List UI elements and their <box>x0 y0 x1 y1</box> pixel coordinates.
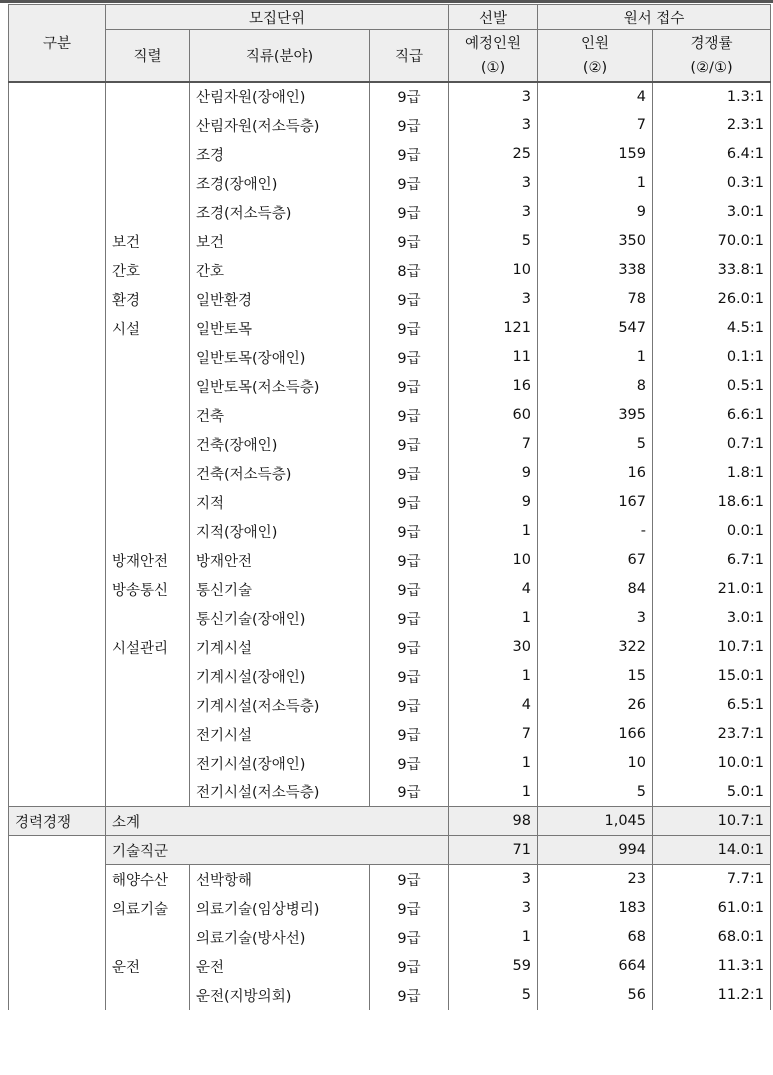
ratio-cell: 7.7:1 <box>653 865 771 894</box>
planned-cell: 1 <box>449 662 538 691</box>
series-cell <box>106 111 190 140</box>
ratio-cell: 11.2:1 <box>653 981 771 1010</box>
grade-cell: 9급 <box>370 140 449 169</box>
category-cell <box>9 749 106 778</box>
applicants-cell: 3 <box>538 604 653 633</box>
table-row <box>9 488 771 517</box>
field-cell: 조경(저소득층) <box>190 198 370 227</box>
ratio-cell: 14.0:1 <box>653 836 771 865</box>
applicants-cell: 8 <box>538 372 653 401</box>
applicants-cell: 5 <box>538 778 653 807</box>
series-cell: 시설관리 <box>106 633 190 662</box>
applicants-cell: 395 <box>538 401 653 430</box>
grade-cell: 9급 <box>370 459 449 488</box>
series-cell <box>106 82 190 111</box>
category-cell <box>9 546 106 575</box>
series-cell <box>106 140 190 169</box>
field-cell: 지적(장애인) <box>190 517 370 546</box>
table-row <box>9 952 771 981</box>
planned-cell: 4 <box>449 691 538 720</box>
table-row <box>9 546 771 575</box>
grade-cell: 9급 <box>370 488 449 517</box>
field-cell: 지적 <box>190 488 370 517</box>
table-row <box>9 807 771 836</box>
table-row <box>9 343 771 372</box>
table-row <box>9 111 771 140</box>
applicants-cell: 15 <box>538 662 653 691</box>
table-row <box>9 575 771 604</box>
field-cell: 기계시설(저소득층) <box>190 691 370 720</box>
ratio-cell: 3.0:1 <box>653 198 771 227</box>
grade-cell: 9급 <box>370 923 449 952</box>
field-cell: 운전(지방의회) <box>190 981 370 1010</box>
ratio-cell: 5.0:1 <box>653 778 771 807</box>
category-cell <box>9 923 106 952</box>
series-cell <box>106 401 190 430</box>
ratio-cell: 0.3:1 <box>653 169 771 198</box>
applicants-cell: 159 <box>538 140 653 169</box>
ratio-cell: 11.3:1 <box>653 952 771 981</box>
applicants-cell: 547 <box>538 314 653 343</box>
category-cell <box>9 256 106 285</box>
planned-cell: 3 <box>449 198 538 227</box>
applicants-cell: 23 <box>538 865 653 894</box>
applicants-cell: 664 <box>538 952 653 981</box>
field-cell: 선박항해 <box>190 865 370 894</box>
series-cell <box>106 923 190 952</box>
table-row <box>9 778 771 807</box>
header-ratio: 경쟁률 <box>653 30 771 56</box>
table-row <box>9 691 771 720</box>
category-cell <box>9 111 106 140</box>
applicants-cell: 56 <box>538 981 653 1010</box>
field-cell: 일반환경 <box>190 285 370 314</box>
category-cell <box>9 778 106 807</box>
category-cell <box>9 575 106 604</box>
applicants-cell: 7 <box>538 111 653 140</box>
series-cell <box>106 517 190 546</box>
table-row <box>9 633 771 662</box>
series-cell <box>106 749 190 778</box>
category-cell <box>9 981 106 1010</box>
header-ratio-sub: (②/①) <box>653 56 771 82</box>
planned-cell: 3 <box>449 285 538 314</box>
table-row <box>9 894 771 923</box>
category-cell <box>9 894 106 923</box>
table-row <box>9 981 771 1010</box>
grade-cell: 9급 <box>370 198 449 227</box>
header-field: 직류(분야) <box>190 30 370 82</box>
table-row <box>9 169 771 198</box>
applicants-cell: 994 <box>538 836 653 865</box>
table-row <box>9 459 771 488</box>
ratio-cell: 4.5:1 <box>653 314 771 343</box>
field-cell: 보건 <box>190 227 370 256</box>
table-row <box>9 314 771 343</box>
series-cell <box>106 778 190 807</box>
applicants-cell: 1 <box>538 169 653 198</box>
table-row <box>9 401 771 430</box>
grade-cell: 9급 <box>370 82 449 111</box>
series-cell <box>106 604 190 633</box>
category-cell <box>9 140 106 169</box>
ratio-cell: 18.6:1 <box>653 488 771 517</box>
grade-cell: 9급 <box>370 691 449 720</box>
header-applicants-sub: (②) <box>538 56 653 82</box>
top-rule <box>0 0 773 3</box>
ratio-cell: 0.5:1 <box>653 372 771 401</box>
category-cell <box>9 227 106 256</box>
category-cell <box>9 488 106 517</box>
header-grade: 직급 <box>370 30 449 82</box>
table-row <box>9 720 771 749</box>
ratio-cell: 21.0:1 <box>653 575 771 604</box>
grade-cell: 9급 <box>370 749 449 778</box>
ratio-cell: 6.6:1 <box>653 401 771 430</box>
planned-cell: 3 <box>449 82 538 111</box>
planned-cell: 59 <box>449 952 538 981</box>
series-cell: 시설 <box>106 314 190 343</box>
series-cell <box>106 343 190 372</box>
planned-cell: 7 <box>449 430 538 459</box>
total-label: 소계 <box>106 807 449 836</box>
ratio-cell: 23.7:1 <box>653 720 771 749</box>
planned-cell: 1 <box>449 749 538 778</box>
ratio-cell: 26.0:1 <box>653 285 771 314</box>
table-row <box>9 604 771 633</box>
series-cell: 운전 <box>106 952 190 981</box>
grade-cell: 9급 <box>370 662 449 691</box>
ratio-cell: 68.0:1 <box>653 923 771 952</box>
ratio-cell: 0.7:1 <box>653 430 771 459</box>
field-cell: 간호 <box>190 256 370 285</box>
category-cell <box>9 314 106 343</box>
planned-cell: 16 <box>449 372 538 401</box>
header-applications: 원서 접수 <box>538 5 771 30</box>
ratio-cell: 3.0:1 <box>653 604 771 633</box>
planned-cell: 9 <box>449 459 538 488</box>
series-cell <box>106 198 190 227</box>
table-row <box>9 140 771 169</box>
planned-cell: 1 <box>449 923 538 952</box>
header-category: 구분 <box>9 5 106 82</box>
category-cell <box>9 836 106 865</box>
series-cell <box>106 720 190 749</box>
grade-cell: 9급 <box>370 227 449 256</box>
grade-cell: 9급 <box>370 633 449 662</box>
series-cell: 환경 <box>106 285 190 314</box>
field-cell: 산림자원(저소득층) <box>190 111 370 140</box>
series-cell: 해양수산 <box>106 865 190 894</box>
grade-cell: 9급 <box>370 169 449 198</box>
table-row <box>9 662 771 691</box>
grade-cell: 9급 <box>370 314 449 343</box>
applicants-cell: 84 <box>538 575 653 604</box>
applicants-cell: 16 <box>538 459 653 488</box>
planned-cell: 7 <box>449 720 538 749</box>
category-cell <box>9 604 106 633</box>
category-cell <box>9 865 106 894</box>
header-recruit-unit: 모집단위 <box>106 5 449 30</box>
ratio-cell: 6.7:1 <box>653 546 771 575</box>
planned-cell: 10 <box>449 546 538 575</box>
planned-cell: 71 <box>449 836 538 865</box>
header-planned-line1: 선발 <box>449 5 538 30</box>
applicants-cell: 4 <box>538 82 653 111</box>
ratio-cell: 33.8:1 <box>653 256 771 285</box>
header-planned-line3: (①) <box>449 56 538 82</box>
table-row <box>9 256 771 285</box>
category-cell <box>9 952 106 981</box>
ratio-cell: 15.0:1 <box>653 662 771 691</box>
ratio-cell: 6.5:1 <box>653 691 771 720</box>
category-cell <box>9 372 106 401</box>
series-cell: 방재안전 <box>106 546 190 575</box>
table-row <box>9 285 771 314</box>
recruitment-table <box>8 4 771 1010</box>
category-cell <box>9 430 106 459</box>
planned-cell: 30 <box>449 633 538 662</box>
table-row <box>9 82 771 111</box>
planned-cell: 4 <box>449 575 538 604</box>
category-cell <box>9 720 106 749</box>
grade-cell: 9급 <box>370 517 449 546</box>
subtotal-label: 기술직군 <box>106 836 449 865</box>
field-cell: 의료기술(방사선) <box>190 923 370 952</box>
ratio-cell: 6.4:1 <box>653 140 771 169</box>
table-row <box>9 923 771 952</box>
field-cell: 일반토목(장애인) <box>190 343 370 372</box>
applicants-cell: 67 <box>538 546 653 575</box>
ratio-cell: 0.0:1 <box>653 517 771 546</box>
field-cell: 기계시설 <box>190 633 370 662</box>
field-cell: 전기시설(장애인) <box>190 749 370 778</box>
table-row <box>9 517 771 546</box>
category-cell <box>9 169 106 198</box>
planned-cell: 9 <box>449 488 538 517</box>
planned-cell: 25 <box>449 140 538 169</box>
applicants-cell: - <box>538 517 653 546</box>
field-cell: 통신기술 <box>190 575 370 604</box>
series-cell <box>106 169 190 198</box>
field-cell: 일반토목(저소득층) <box>190 372 370 401</box>
ratio-cell: 10.0:1 <box>653 749 771 778</box>
planned-cell: 60 <box>449 401 538 430</box>
category-cell <box>9 633 106 662</box>
grade-cell: 9급 <box>370 604 449 633</box>
field-cell: 산림자원(장애인) <box>190 82 370 111</box>
grade-cell: 9급 <box>370 778 449 807</box>
field-cell: 운전 <box>190 952 370 981</box>
category-cell <box>9 198 106 227</box>
category-cell <box>9 82 106 111</box>
applicants-cell: 1,045 <box>538 807 653 836</box>
planned-cell: 11 <box>449 343 538 372</box>
field-cell: 건축(장애인) <box>190 430 370 459</box>
grade-cell: 9급 <box>370 430 449 459</box>
planned-cell: 3 <box>449 894 538 923</box>
ratio-cell: 70.0:1 <box>653 227 771 256</box>
grade-cell: 9급 <box>370 401 449 430</box>
applicants-cell: 68 <box>538 923 653 952</box>
planned-cell: 10 <box>449 256 538 285</box>
grade-cell: 9급 <box>370 952 449 981</box>
table-header <box>9 5 771 82</box>
table-row <box>9 430 771 459</box>
ratio-cell: 1.8:1 <box>653 459 771 488</box>
applicants-cell: 26 <box>538 691 653 720</box>
table-row <box>9 749 771 778</box>
field-cell: 통신기술(장애인) <box>190 604 370 633</box>
applicants-cell: 166 <box>538 720 653 749</box>
ratio-cell: 0.1:1 <box>653 343 771 372</box>
header-series: 직렬 <box>106 30 190 82</box>
series-cell <box>106 430 190 459</box>
series-cell <box>106 459 190 488</box>
applicants-cell: 350 <box>538 227 653 256</box>
applicants-cell: 78 <box>538 285 653 314</box>
grade-cell: 9급 <box>370 865 449 894</box>
applicants-cell: 322 <box>538 633 653 662</box>
field-cell: 건축 <box>190 401 370 430</box>
category-cell: 경력경쟁 <box>9 807 106 836</box>
table-row <box>9 198 771 227</box>
field-cell: 건축(저소득층) <box>190 459 370 488</box>
applicants-cell: 183 <box>538 894 653 923</box>
ratio-cell: 2.3:1 <box>653 111 771 140</box>
grade-cell: 9급 <box>370 372 449 401</box>
table-body <box>9 82 771 1010</box>
planned-cell: 3 <box>449 865 538 894</box>
field-cell: 의료기술(임상병리) <box>190 894 370 923</box>
field-cell: 일반토목 <box>190 314 370 343</box>
planned-cell: 98 <box>449 807 538 836</box>
category-cell <box>9 517 106 546</box>
applicants-cell: 10 <box>538 749 653 778</box>
planned-cell: 121 <box>449 314 538 343</box>
category-cell <box>9 459 106 488</box>
planned-cell: 1 <box>449 517 538 546</box>
series-cell <box>106 981 190 1010</box>
ratio-cell: 61.0:1 <box>653 894 771 923</box>
table-row <box>9 372 771 401</box>
series-cell <box>106 662 190 691</box>
category-cell <box>9 401 106 430</box>
grade-cell: 8급 <box>370 256 449 285</box>
series-cell: 간호 <box>106 256 190 285</box>
series-cell <box>106 372 190 401</box>
grade-cell: 9급 <box>370 981 449 1010</box>
planned-cell: 3 <box>449 111 538 140</box>
grade-cell: 9급 <box>370 285 449 314</box>
table-row <box>9 865 771 894</box>
ratio-cell: 10.7:1 <box>653 633 771 662</box>
category-cell <box>9 285 106 314</box>
ratio-cell: 1.3:1 <box>653 82 771 111</box>
applicants-cell: 5 <box>538 430 653 459</box>
ratio-cell: 10.7:1 <box>653 807 771 836</box>
series-cell: 방송통신 <box>106 575 190 604</box>
planned-cell: 5 <box>449 227 538 256</box>
planned-cell: 5 <box>449 981 538 1010</box>
grade-cell: 9급 <box>370 894 449 923</box>
grade-cell: 9급 <box>370 575 449 604</box>
table-row <box>9 836 771 865</box>
category-cell <box>9 662 106 691</box>
category-cell <box>9 691 106 720</box>
applicants-cell: 1 <box>538 343 653 372</box>
table-row <box>9 227 771 256</box>
field-cell: 기계시설(장애인) <box>190 662 370 691</box>
grade-cell: 9급 <box>370 720 449 749</box>
field-cell: 조경 <box>190 140 370 169</box>
applicants-cell: 9 <box>538 198 653 227</box>
planned-cell: 3 <box>449 169 538 198</box>
series-cell <box>106 488 190 517</box>
header-planned-line2: 예정인원 <box>449 30 538 56</box>
category-cell <box>9 343 106 372</box>
grade-cell: 9급 <box>370 343 449 372</box>
planned-cell: 1 <box>449 604 538 633</box>
header-applicants: 인원 <box>538 30 653 56</box>
planned-cell: 1 <box>449 778 538 807</box>
applicants-cell: 167 <box>538 488 653 517</box>
series-cell: 의료기술 <box>106 894 190 923</box>
field-cell: 전기시설 <box>190 720 370 749</box>
grade-cell: 9급 <box>370 546 449 575</box>
field-cell: 방재안전 <box>190 546 370 575</box>
field-cell: 조경(장애인) <box>190 169 370 198</box>
applicants-cell: 338 <box>538 256 653 285</box>
grade-cell: 9급 <box>370 111 449 140</box>
series-cell: 보건 <box>106 227 190 256</box>
field-cell: 전기시설(저소득층) <box>190 778 370 807</box>
series-cell <box>106 691 190 720</box>
